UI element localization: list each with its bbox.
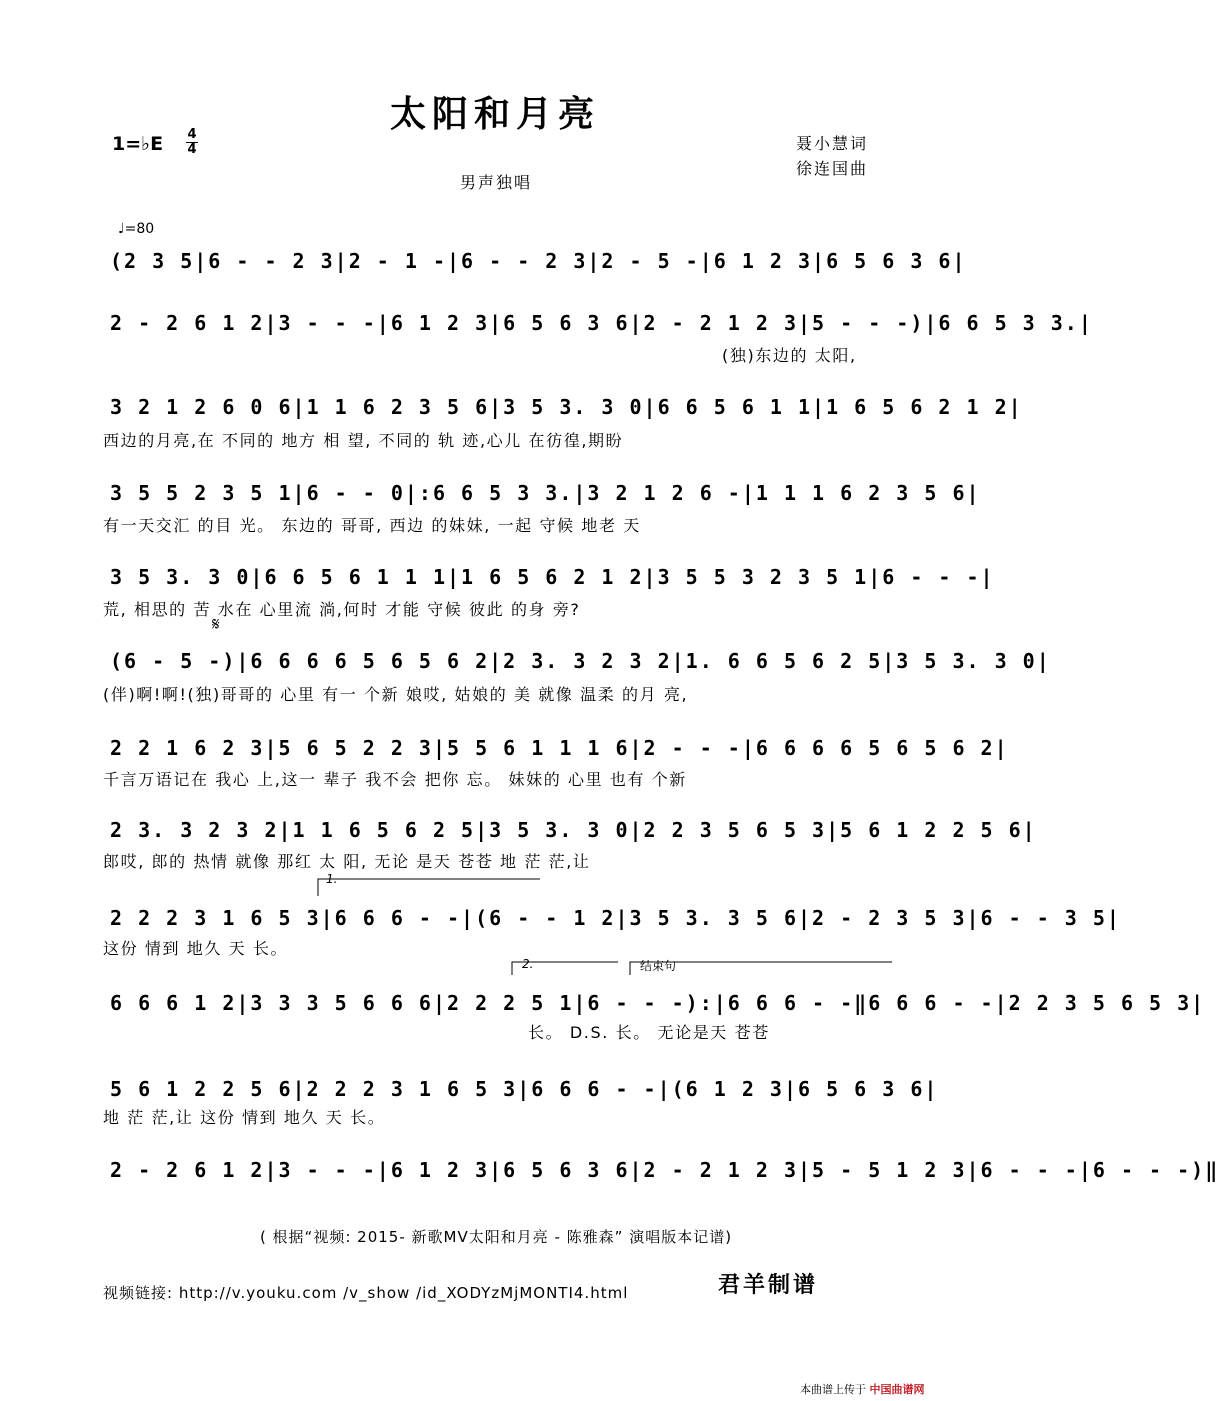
score-row-9-lyrics: 这份 情到 地久 天 长。	[103, 939, 289, 958]
score-row-6-lyrics: (伴)啊!啊!(独)哥哥的 心里 有一 个新 娘哎, 姑娘的 美 就像 温柔 的月 亮,	[103, 685, 689, 704]
score-row-8-lyrics: 郎哎, 郎的 热情 就像 那红 太 阳, 无论 是天 苍苍 地 茫 茫,让	[103, 852, 591, 871]
score-row-11-lyrics: 地 茫 茫,让 这份 情到 地久 天 长。	[103, 1108, 386, 1127]
transcriber-signature: 君羊制谱	[718, 1272, 819, 1298]
score-row-12-notes: 2 - 2 6 1 2|3 - - -|6 1 2 3|6 5 6 3 6|2 - 2 1 2 3|5 - 5 1 2 3|6 - - -|6 - - -)‖	[110, 1158, 1219, 1182]
score-row-4-notes: 3 5 5 2 3 5 1|6 - - 0|:6 6 5 3 3.|3 2 1 2 6 -|1 1 1 6 2 3 5 6|	[110, 481, 981, 505]
performance-note: 男声独唱	[460, 173, 533, 192]
score-row-2-lyrics: (独)东边的 太阳,	[722, 346, 857, 365]
score-row-4-lyrics: 有一天交汇 的目 光。 东边的 哥哥, 西边 的妹妹, 一起 守候 地老 天	[103, 516, 641, 535]
score-row-5-notes: 3 5 3. 3 0|6 6 5 6 1 1 1|1 6 5 6 2 1 2|3 5 5 3 2 3 5 1|6 - - -|	[110, 565, 995, 589]
time-top: 4	[187, 127, 197, 142]
tempo-mark: ♩=80	[118, 221, 155, 237]
ending-label: 结束句	[640, 959, 677, 973]
score-row-6-notes: (6 - 5 -)|6 6 6 6 5 6 5 6 2|2 3. 3 2 3 2|1. 6 6 5 6 2 5|3 5 3. 3 0|	[110, 649, 1051, 673]
page-title: 太阳和月亮	[389, 94, 600, 135]
score-row-3-notes: 3 2 1 2 6 0 6|1 1 6 2 3 5 6|3 5 3. 3 0|6 6 5 6 1 1|1 6 5 6 2 1 2|	[110, 395, 1023, 419]
composer-credit: 徐连国曲	[796, 159, 869, 178]
score-row-1-notes: (2 3 5|6 - - 2 3|2 - 1 -|6 - - 2 3|2 - 5 -|6 1 2 3|6 5 6 3 6|	[110, 249, 967, 273]
segno-sign: 𝄋	[212, 614, 220, 635]
score-row-7-lyrics: 千言万语记在 我心 上,这一 辈子 我不会 把你 忘。 妹妹的 心里 也有 个新	[103, 770, 687, 789]
volta-2-label: 2.	[522, 957, 534, 971]
source-note: ( 根据“视频: 2015- 新歌MV太阳和月亮 - 陈雅森” 演唱版本记谱)	[259, 1228, 733, 1246]
score-row-7-notes: 2 2 1 6 2 3|5 6 5 2 2 3|5 5 6 1 1 1 6|2 - - -|6 6 6 6 5 6 5 6 2|	[110, 736, 1009, 760]
key-signature: 1=♭E	[112, 133, 164, 155]
score-row-3-lyrics: 西边的月亮,在 不同的 地方 相 望, 不同的 轨 迹,心儿 在彷徨,期盼	[103, 431, 624, 450]
score-row-2-notes: 2 - 2 6 1 2|3 - - -|6 1 2 3|6 5 6 3 6|2 - 2 1 2 3|5 - - -)|6 6 5 3 3.|	[110, 311, 1093, 335]
site-logo: 中国曲谱网	[869, 1383, 925, 1396]
score-row-11-notes: 5 6 1 2 2 5 6|2 2 2 3 1 6 5 3|6 6 6 - -|(6 1 2 3|6 5 6 3 6|	[110, 1077, 939, 1101]
score-row-10-notes: 6 6 6 1 2|3 3 3 5 6 6 6|2 2 2 5 1|6 - - -):|6 6 6 - -‖6 6 6 - -|2 2 3 5 6 5 3|	[110, 991, 1206, 1015]
volta-1-label: 1.	[326, 872, 338, 886]
score-row-8-notes: 2 3. 3 2 3 2|1 1 6 5 6 2 5|3 5 3. 3 0|2 2 3 5 6 5 3|5 6 1 2 2 5 6|	[110, 818, 1037, 842]
upload-footer	[800, 1381, 925, 1397]
video-link: 视频链接: http://v.youku.com /v_show /id_XODYzMjMONTI4.html	[103, 1284, 629, 1302]
score-row-5-lyrics: 荒, 相思的 苦 水在 心里流 淌,何时 才能 守候 彼此 的身 旁?	[103, 600, 581, 619]
upload-prefix: 本曲谱上传于	[800, 1383, 866, 1396]
time-bottom: 4	[187, 142, 197, 157]
score-row-10-lyrics: 长。 D.S. 长。 无论是天 苍苍	[528, 1023, 770, 1042]
lyricist-credit: 聂小慧词	[796, 134, 869, 153]
score-row-9-notes: 2 2 2 3 1 6 5 3|6 6 6 - -|(6 - - 1 2|3 5 3. 3 5 6|2 - 2 3 5 3|6 - - 3 5|	[110, 906, 1121, 930]
